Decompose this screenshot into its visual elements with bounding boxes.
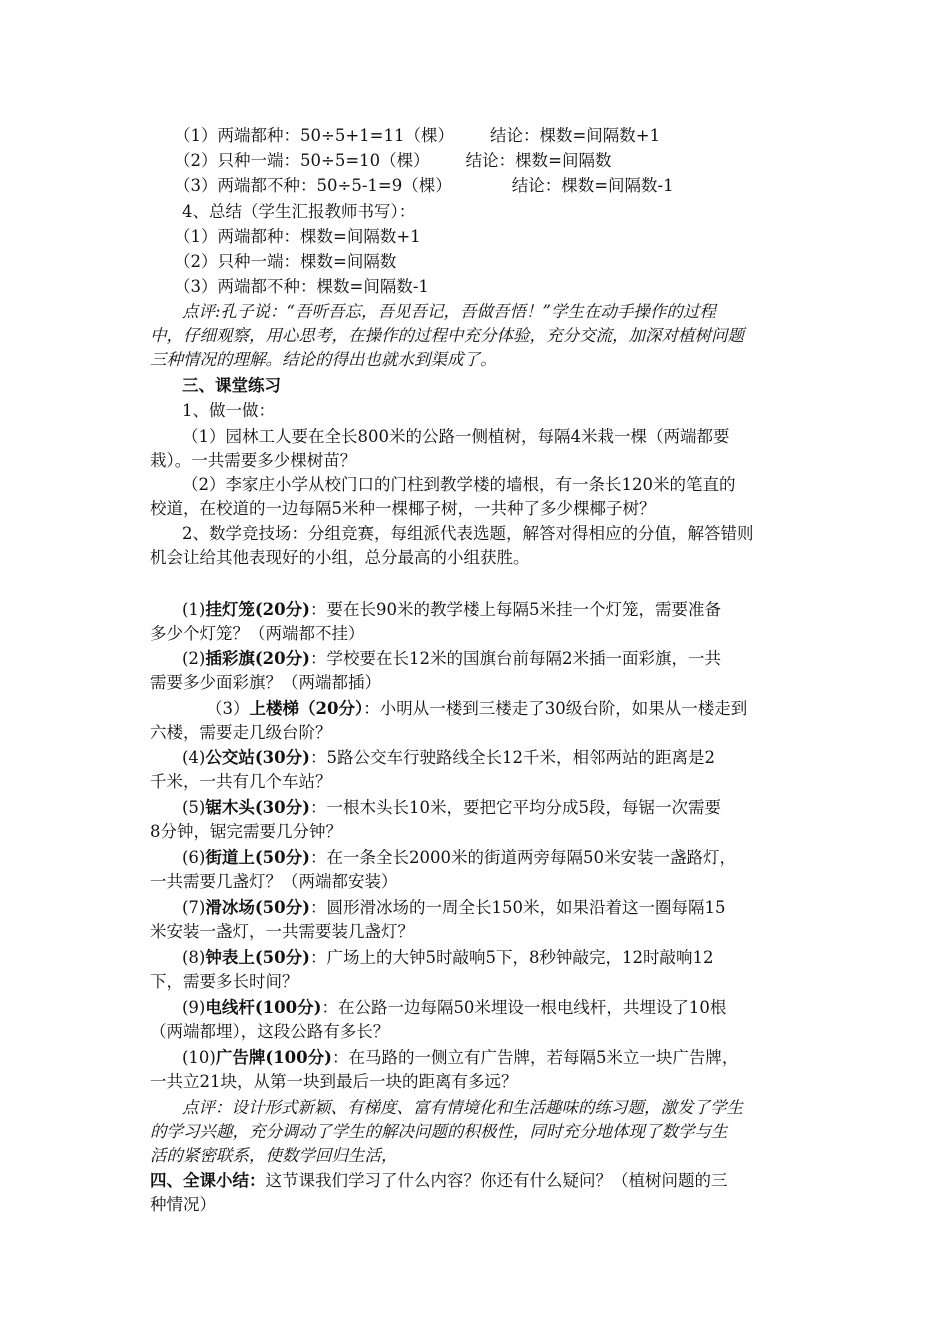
contest-num: (9) [182, 998, 206, 1017]
summary-item-2: （2）只种一端：棵数=间隔数 [174, 252, 397, 271]
q1-line1: （1）园林工人要在全长800米的公路一侧植树，每隔4米栽一棵（两端都要 [182, 427, 730, 446]
contest-title: 滑冰场(50分) [205, 898, 310, 917]
summary-item-1: （1）两端都种：棵数=间隔数+1 [174, 227, 421, 246]
contest-3-line2: 六楼，需要走几级台阶？ [150, 723, 332, 742]
contest-2 [182, 647, 721, 671]
contest-7 [182, 896, 725, 920]
contest-3 [206, 697, 747, 721]
case3-formula: （3）两端都不种：50÷5-1=9（棵） [174, 176, 452, 195]
case2-line [174, 149, 611, 173]
contest-2-line2: 需要多少面彩旗？（两端都插） [150, 673, 381, 692]
contest-num: (5) [182, 798, 206, 817]
case2-conclusion: 结论：棵数=间隔数 [465, 151, 612, 170]
contest-text: ：广场上的大钟5时敲响5下，8秒钟敲完，12时敲响12 [309, 948, 714, 967]
contest-title: 上楼梯（20分） [249, 699, 364, 718]
conclusion-line2: 种情况） [150, 1195, 216, 1214]
practice-sub2-line1: 2、数学竞技场：分组竞赛，每组派代表选题，解答对得相应的分值，解答错则 [182, 524, 754, 543]
contest-num: （3） [206, 699, 250, 718]
contest-num: (7) [182, 898, 206, 917]
contest-text: ：在一条全长2000米的街道两旁每隔50米安装一盏路灯， [309, 848, 736, 867]
comment2-line2: 的学习兴趣，充分调动了学生的解决问题的积极性，同时充分地体现了数学与生 [150, 1122, 728, 1141]
case2-formula: （2）只种一端：50÷5=10（棵） [174, 151, 430, 170]
conclusion-text: 这节课我们学习了什么内容？你还有什么疑问？（植树问题的三 [265, 1171, 728, 1190]
comment1-line1: 点评:孔子说：“吾听吾忘，吾见吾记，吾做吾悟！”学生在动手操作的过程 [182, 302, 716, 321]
contest-title: 电线杆(100分) [205, 998, 322, 1017]
contest-text: ：一根木头长10米，要把它平均分成5段，每锯一次需要 [309, 798, 721, 817]
contest-8 [182, 946, 713, 970]
contest-9-line2: （两端都埋），这段公路有多长？ [150, 1022, 390, 1041]
contest-1-line2: 多少个灯笼？（两端都不挂） [150, 624, 365, 643]
contest-5-line2: 8分钟，锯完需要几分钟？ [150, 822, 342, 841]
contest-6 [182, 846, 736, 870]
contest-10-line2: 一共立21块，从第一块到最后一块的距离有多远？ [150, 1072, 518, 1091]
contest-text: ：圆形滑冰场的一周全长150米，如果沿着这一圈每隔15 [309, 898, 726, 917]
case1-conclusion: 结论：棵数=间隔数+1 [489, 126, 661, 145]
contest-num: (4) [182, 748, 206, 767]
practice-sub1: 1、做一做： [182, 401, 275, 420]
contest-num: (8) [182, 948, 206, 967]
contest-7-line2: 米安装一盏灯，一共需要装几盏灯？ [150, 922, 414, 941]
comment1-line3: 三种情况的理解。结论的得出也就水到渠成了。 [150, 350, 497, 369]
contest-title: 广告牌(100分) [215, 1048, 332, 1067]
case3-line [174, 174, 674, 198]
conclusion-line1 [150, 1169, 728, 1193]
contest-num: (1) [182, 600, 206, 619]
contest-4 [182, 746, 715, 770]
practice-heading: 三、课堂练习 [182, 376, 281, 395]
contest-6-line2: 一共需要几盏灯？（两端都安装） [150, 872, 398, 891]
summary-heading: 4、总结（学生汇报教师书写）： [182, 202, 416, 221]
contest-text: ：在马路的一侧立有广告牌，若每隔5米立一块广告牌， [331, 1048, 739, 1067]
contest-title: 钟表上(50分) [205, 948, 310, 967]
q2-line1: （2）李家庄小学从校门口的门柱到教学楼的墙根，有一条长120米的笔直的 [182, 475, 736, 494]
contest-title: 插彩旗(20分) [205, 649, 310, 668]
contest-num: (6) [182, 848, 206, 867]
q1-line2: 栽）。一共需要多少棵树苗？ [150, 451, 357, 470]
case1-formula: （1）两端都种：50÷5+1=11（棵） [174, 126, 454, 145]
contest-text: ：小明从一楼到三楼走了30级台阶，如果从一楼走到 [363, 699, 748, 718]
comment2-line1: 点评：设计形式新颖、有梯度、富有情境化和生活趣味的练习题，激发了学生 [182, 1098, 743, 1117]
q2-line2: 校道，在校道的一边每隔5米种一棵椰子树，一共种了多少棵椰子树？ [150, 499, 656, 518]
contest-num: (10) [182, 1048, 216, 1067]
contest-10 [182, 1046, 738, 1070]
contest-8-line2: 下，需要多长时间？ [150, 972, 299, 991]
contest-title: 挂灯笼(20分) [205, 600, 310, 619]
contest-4-line2: 千米，一共有几个车站？ [150, 772, 332, 791]
comment1-line2: 中，仔细观察，用心思考，在操作的过程中充分体验，充分交流，加深对植树问题 [150, 326, 744, 345]
case3-conclusion: 结论：棵数=间隔数-1 [511, 176, 674, 195]
comment2-line3: 活的紧密联系，使数学回归生活， [150, 1146, 398, 1165]
contest-title: 公交站(30分) [205, 748, 310, 767]
contest-text: ：要在长90米的教学楼上每隔5米挂一个灯笼，需要准备 [309, 600, 721, 619]
case1-line [174, 124, 660, 148]
practice-sub2-line2: 机会让给其他表现好的小组，总分最高的小组获胜。 [150, 548, 530, 567]
contest-5 [182, 796, 721, 820]
contest-text: ：在公路一边每隔50米埋设一根电线杆，共埋设了10根 [321, 998, 727, 1017]
contest-text: ：学校要在长12米的国旗台前每隔2米插一面彩旗，一共 [309, 649, 721, 668]
summary-item-3: （3）两端都不种：棵数=间隔数-1 [174, 277, 429, 296]
contest-9 [182, 996, 726, 1020]
contest-1 [182, 598, 721, 622]
contest-title: 街道上(50分) [205, 848, 310, 867]
conclusion-title: 四、全课小结： [150, 1171, 266, 1190]
contest-title: 锯木头(30分) [205, 798, 310, 817]
contest-num: (2) [182, 649, 206, 668]
contest-text: ：5路公交车行驶路线全长12千米，相邻两站的距离是2 [309, 748, 715, 767]
